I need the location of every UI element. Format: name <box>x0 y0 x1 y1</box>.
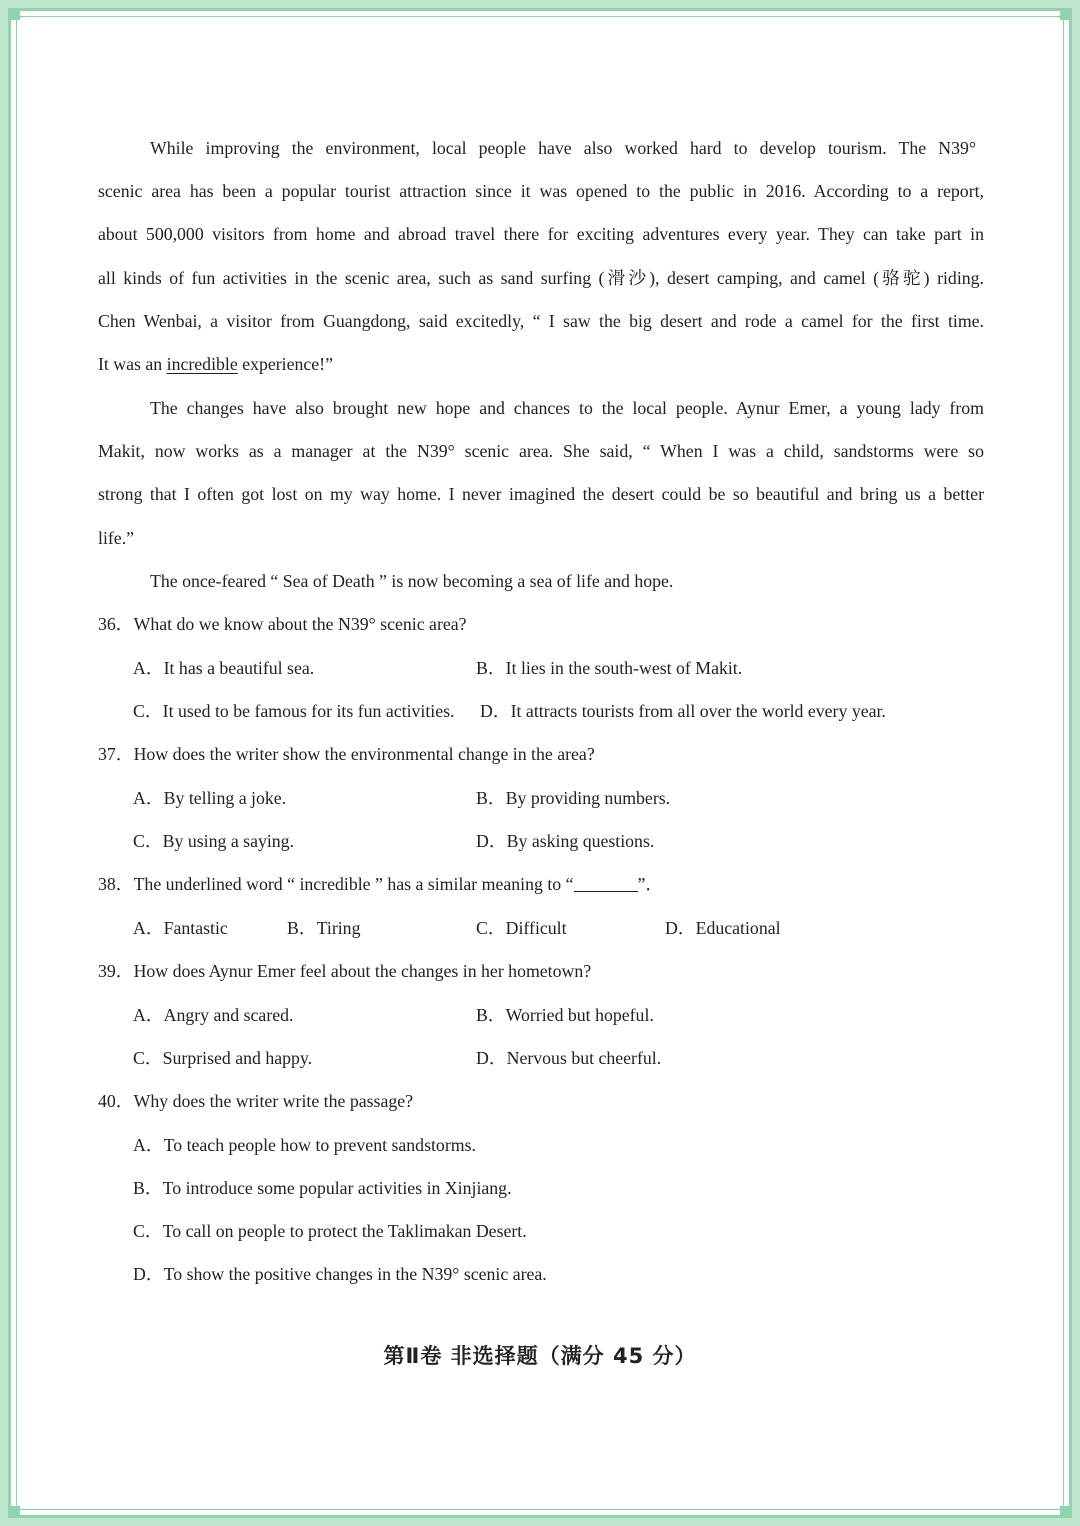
option-c: C．Difficult <box>476 918 567 938</box>
option-a: A．It has a beautiful sea. <box>133 658 315 678</box>
option-d: D．It attracts tourists from all over the world every year. <box>480 701 886 721</box>
option-a: A．By telling a joke. <box>133 788 287 808</box>
passage-line: Makit, now works as a manager at the N39° scenic area. She said, “ When I was a child, sandstorms were so <box>98 441 984 461</box>
option-c: C．It used to be famous for its fun activities. <box>133 701 455 721</box>
option-c: C．To call on people to protect the Taklimakan Desert. <box>133 1221 527 1241</box>
option-a: A．Fantastic <box>133 918 228 938</box>
corner-ornament <box>1060 1506 1072 1518</box>
option-b: B．It lies in the south-west of Makit. <box>476 658 743 678</box>
option-b: B．By providing numbers. <box>476 788 671 808</box>
option-d: D．Nervous but cheerful. <box>476 1048 662 1068</box>
passage-line: strong that I often got lost on my way home. I never imagined the desert could be so beautiful and bring us a better <box>98 484 984 504</box>
passage-text: It was an <box>98 354 167 374</box>
option-d: D．To show the positive changes in the N39° scenic area. <box>133 1264 547 1284</box>
option-a: A．Angry and scared. <box>133 1005 294 1025</box>
option-b: B．To introduce some popular activities in Xinjiang. <box>133 1178 512 1198</box>
corner-ornament <box>1060 8 1072 20</box>
option-c: C．By using a saying. <box>133 831 295 851</box>
passage-line <box>98 352 333 376</box>
option-b: B．Tiring <box>287 918 361 938</box>
passage-line: scenic area has been a popular tourist attraction since it was opened to the public in 2016. According to a report, <box>98 181 984 201</box>
option-c: C．Surprised and happy. <box>133 1048 313 1068</box>
question-stem: 39．How does Aynur Emer feel about the changes in her hometown? <box>98 961 592 981</box>
passage-line: life.” <box>98 528 135 548</box>
option-a: A．To teach people how to prevent sandstorms. <box>133 1135 476 1155</box>
option-b: B．Worried but hopeful. <box>476 1005 654 1025</box>
question-stem <box>98 872 663 896</box>
option-d: D．Educational <box>665 918 781 938</box>
stem-text: 38．The underlined word “ incredible ” has a similar meaning to “ <box>98 874 574 894</box>
question-stem: 36．What do we know about the N39° scenic area? <box>98 614 467 634</box>
section-title: 第Ⅱ卷 非选择题（满分 45 分） <box>383 1344 697 1368</box>
passage-line: about 500,000 visitors from home and abroad travel there for exciting adventures every year. They can take part in <box>98 224 984 244</box>
option-d: D．By asking questions. <box>476 831 655 851</box>
corner-ornament <box>8 8 20 20</box>
passage-text: experience!” <box>237 354 333 374</box>
question-stem: 37．How does the writer show the environmental change in the area? <box>98 744 595 764</box>
corner-ornament <box>8 1506 20 1518</box>
question-stem: 40．Why does the writer write the passage? <box>98 1091 414 1111</box>
passage-line: The once-feared “ Sea of Death ” is now becoming a sea of life and hope. <box>150 571 674 591</box>
answer-blank <box>574 875 638 892</box>
underlined-word: incredible <box>166 354 238 374</box>
passage-line: While improving the environment, local people have also worked hard to develop tourism. The N39° <box>150 138 976 158</box>
passage-line: Chen Wenbai, a visitor from Guangdong, said excitedly, “ I saw the big desert and rode a camel for the first time. <box>98 311 984 331</box>
passage-line: all kinds of fun activities in the scenic area, such as sand surfing (滑沙), desert camping, and camel (骆驼) riding. <box>98 268 984 288</box>
stem-text: ”． <box>637 874 664 894</box>
passage-line: The changes have also brought new hope and chances to the local people. Aynur Emer, a young lady from <box>150 398 984 418</box>
